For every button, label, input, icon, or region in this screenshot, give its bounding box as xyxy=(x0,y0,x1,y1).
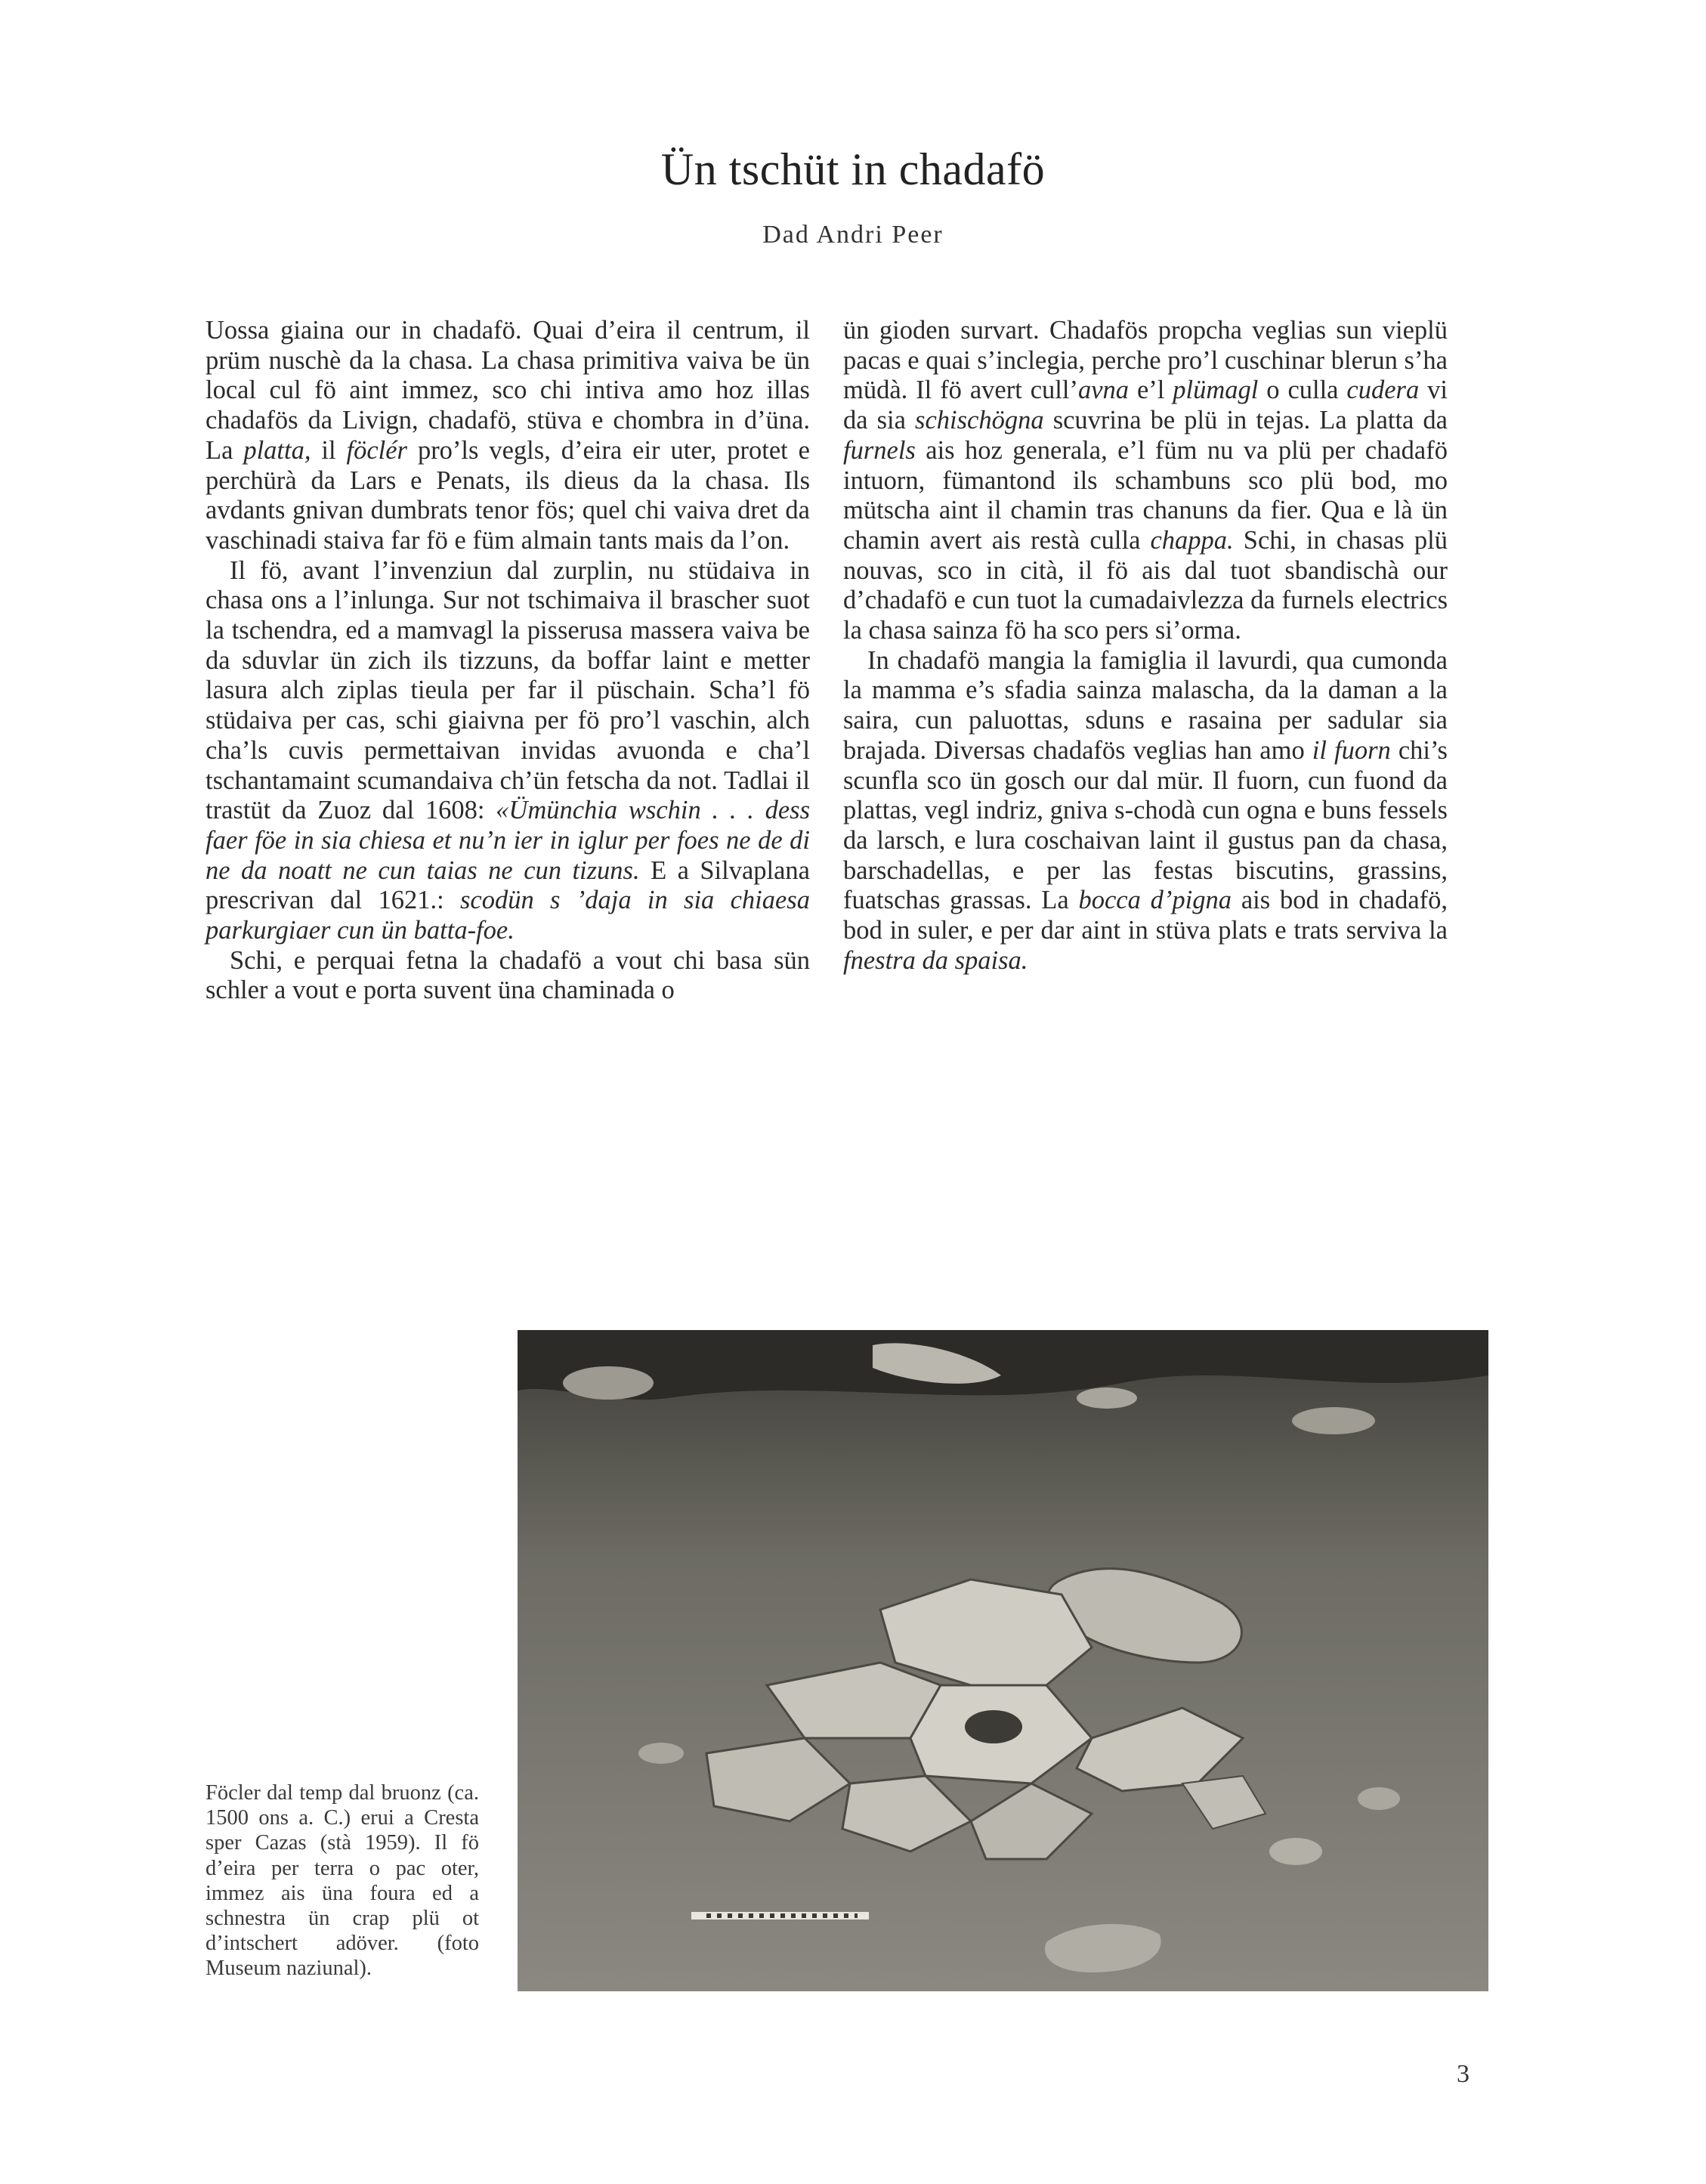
hearth-photo-image xyxy=(518,1330,1488,1991)
italic-text-run: föclér xyxy=(346,435,407,465)
italic-text-run: «Ümünchia wschin . . . dess faer föe in sia chiesa et nu’n ier in iglur per foes ne de di ne da noatt ne cun taias ne cun tizuns. xyxy=(206,796,810,885)
italic-text-run: il fuorn xyxy=(1312,735,1391,765)
text-run: Schi, e perquai fetna la chadafö a vout chi basa sün schler a vout e porta suvent üna chaminada o xyxy=(206,945,810,1005)
text-run: ais bod in chadafö, bod in suler, e per dar aint in stüva plats e trats serviva la xyxy=(843,886,1448,945)
hearth-photograph xyxy=(518,1330,1488,1991)
body-paragraph xyxy=(843,316,1448,646)
article-title: Ün tschüt in chadafö xyxy=(660,144,1046,194)
italic-text-run: bocca d’pigna xyxy=(1078,886,1232,915)
text-column-right xyxy=(843,316,1448,976)
text-run: Il fö, avant l’invenziun dal zurplin, nu stüdaiva in chasa ons a l’inlunga. Sur not tschimaiva il brascher suot la tschendra, ed a mamvagl la pisserusa massera vaiva be da sduvlar ün zich ils tizzuns, da boffar laint e metter lasura alch ziplas tieula per far il püschain. Scha’l fö stüdaiva per cas, schi giaivna per fö pro’l vaschin, alch cha’ls cuvis permettaivan invidas avuonda e cha’l tschantamaint scumandaiva ch’ün fetscha da not. Tadlai il trastüt da Zuoz dal 1608: xyxy=(206,555,810,825)
text-run: In chadafö mangia la famiglia il lavurdi, qua cumonda la mamma e’s sfadia sainza malascha, da la daman a la saira, cun paluottas, sduns e rasaina per sadular sia brajada. Diversas chadafös veglias han amo xyxy=(843,645,1448,765)
body-paragraph xyxy=(206,556,810,946)
body-paragraph xyxy=(206,316,810,556)
italic-text-run: scodün s ’daja in sia chiaesa parkurgiaer cun ün batta-foe. xyxy=(206,886,810,945)
italic-text-run: chappa. xyxy=(1150,525,1234,555)
italic-text-run: cudera xyxy=(1346,376,1420,405)
italic-text-run: platta, xyxy=(243,435,311,465)
italic-text-run: schischögna xyxy=(915,406,1044,435)
photo-caption: Föcler dal temp dal bruonz (ca. 1500 ons a. C.) erui a Cresta sper Cazas (stà 1959). Il fö d’eira per terra o pac oter, immez ais üna foura ed a schnestra ün crap plü ot d’intschert adöver. (foto Museum naziunal). xyxy=(206,1781,479,1981)
text-run: pro’ls vegls, d’eira eir uter, protet e perchürà da Lars e Penats, ils dieus da la chasa. Ils avdants gnivan dumbrats tenor fös; quel chi vaiva dret da vaschinadi staiva far fö e füm almain tants mais da l’on. xyxy=(206,435,810,555)
body-paragraph xyxy=(206,946,810,1006)
text-run: ais hoz generala, e’l füm nu va plü per chadafö intuorn, fümantond ils schambuns sco plü bod, mo mütscha aint il chamin tras chanuns da fier. Qua e là ün chamin avert ais restà culla xyxy=(843,435,1448,555)
italic-text-run: avna xyxy=(1077,376,1130,405)
text-run: scuvrina be plü in tejas. La platta da xyxy=(1043,406,1448,435)
text-run: Uossa giaina our in chadafö. Quai d’eira il centrum, il prüm nuschè da la chasa. La chasa primitiva vaiva be ün local cul fö aint immez, sco chi intiva amo hoz illas chadafös da Livign, chadafö, stüva e chombra in d’üna. La xyxy=(206,316,810,465)
text-run: vi da sia xyxy=(843,376,1448,435)
text-run: chi’s scunfla sco ün gosch our dal mür. Il fuorn, cun fuond da plattas, vegl indriz, gniva s-chodà cun ogna e buns fessels da larsch, e lura coschaivan laint il gustus pan da chasa, barschadellas, e per las festas biscutins, grassins, fuatschas grassas. La xyxy=(843,735,1448,915)
text-run: Schi, in chasas plü nouvas, sco in cità, il fö ais dal tuot sbandischà our d’chadafö e cun tuot la cumadaivlezza da furnels electrics la chasa sainza fö ha sco pers si’orma. xyxy=(843,525,1448,645)
text-run: il xyxy=(311,435,347,465)
text-run: E a Silvaplana prescrivan dal 1621.: xyxy=(206,855,810,915)
italic-text-run: furnels xyxy=(843,435,916,465)
text-run: e’l xyxy=(1129,376,1173,405)
italic-text-run: plümagl xyxy=(1173,376,1259,405)
text-run: o culla xyxy=(1258,376,1347,405)
article-author: Dad Andri Peer xyxy=(762,221,944,249)
body-paragraph xyxy=(843,646,1448,976)
text-column-left xyxy=(206,316,810,1006)
page-number: 3 xyxy=(1457,2060,1470,2088)
italic-text-run: fnestra da spaisa. xyxy=(843,945,1028,975)
text-run: ün gioden survart. Chadafös propcha veglias sun vieplü pacas e quai s’inclegia, perche pro’l cuschinar blerun s’ha müdà. Il fö avert cull’ xyxy=(843,316,1448,405)
